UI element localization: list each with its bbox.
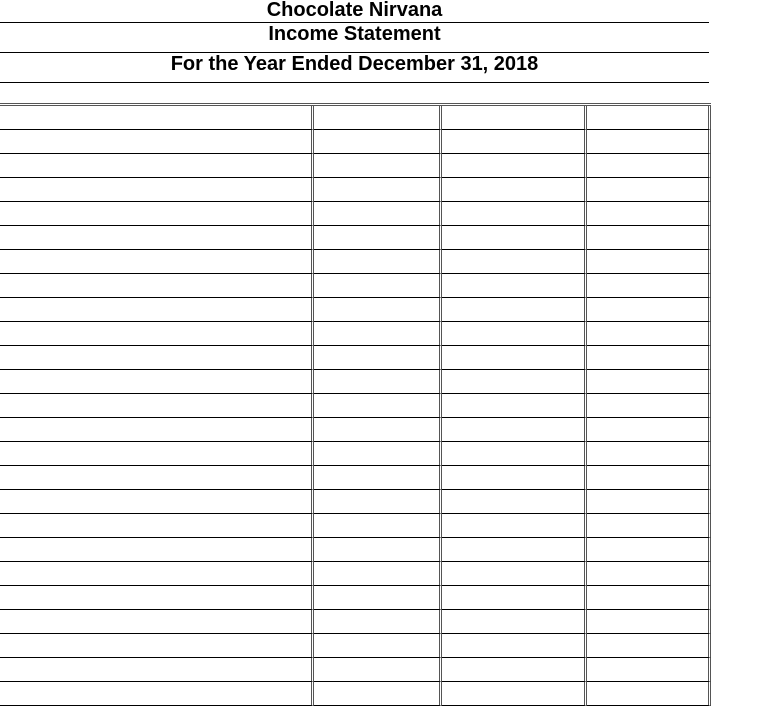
amount-cell[interactable] xyxy=(314,586,442,610)
subtotal-cell[interactable] xyxy=(442,562,587,586)
total-cell[interactable] xyxy=(587,106,711,130)
total-cell[interactable] xyxy=(587,202,711,226)
statement-header xyxy=(0,0,709,83)
subtotal-cell[interactable] xyxy=(442,226,587,250)
amount-cell[interactable] xyxy=(314,466,442,490)
table-row xyxy=(0,154,711,178)
amount-cell[interactable] xyxy=(314,658,442,682)
amount-cell[interactable] xyxy=(314,130,442,154)
description-cell[interactable] xyxy=(0,418,314,442)
total-cell[interactable] xyxy=(587,298,711,322)
amount-cell[interactable] xyxy=(314,154,442,178)
description-cell[interactable] xyxy=(0,394,314,418)
description-cell[interactable] xyxy=(0,346,314,370)
description-cell[interactable] xyxy=(0,466,314,490)
subtotal-cell[interactable] xyxy=(442,658,587,682)
amount-cell[interactable] xyxy=(314,610,442,634)
description-cell[interactable] xyxy=(0,298,314,322)
amount-cell[interactable] xyxy=(314,562,442,586)
description-cell[interactable] xyxy=(0,634,314,658)
table-row xyxy=(0,466,711,490)
amount-cell[interactable] xyxy=(314,322,442,346)
amount-cell[interactable] xyxy=(314,370,442,394)
amount-cell[interactable] xyxy=(314,298,442,322)
description-cell[interactable] xyxy=(0,226,314,250)
description-cell[interactable] xyxy=(0,202,314,226)
amount-cell[interactable] xyxy=(314,106,442,130)
description-cell[interactable] xyxy=(0,514,314,538)
amount-cell[interactable] xyxy=(314,442,442,466)
subtotal-cell[interactable] xyxy=(442,250,587,274)
subtotal-cell[interactable] xyxy=(442,418,587,442)
amount-cell[interactable] xyxy=(314,202,442,226)
table-row xyxy=(0,490,711,514)
total-cell[interactable] xyxy=(587,226,711,250)
amount-cell[interactable] xyxy=(314,274,442,298)
amount-cell[interactable] xyxy=(314,394,442,418)
total-cell[interactable] xyxy=(587,562,711,586)
amount-cell[interactable] xyxy=(314,226,442,250)
amount-cell[interactable] xyxy=(314,514,442,538)
total-cell[interactable] xyxy=(587,538,711,562)
description-cell[interactable] xyxy=(0,130,314,154)
description-cell[interactable] xyxy=(0,370,314,394)
table-row xyxy=(0,346,711,370)
description-cell[interactable] xyxy=(0,274,314,298)
total-cell[interactable] xyxy=(587,394,711,418)
total-cell[interactable] xyxy=(587,634,711,658)
amount-cell[interactable] xyxy=(314,418,442,442)
subtotal-cell[interactable] xyxy=(442,514,587,538)
table-row xyxy=(0,442,711,466)
statement-table xyxy=(0,103,711,706)
subtotal-cell[interactable] xyxy=(442,154,587,178)
subtotal-cell[interactable] xyxy=(442,538,587,562)
table-row xyxy=(0,514,711,538)
statement-table-body xyxy=(0,106,711,706)
subtotal-cell[interactable] xyxy=(442,634,587,658)
statement-title: Income Statement xyxy=(0,23,709,53)
subtotal-cell[interactable] xyxy=(442,106,587,130)
table-row xyxy=(0,322,711,346)
subtotal-cell[interactable] xyxy=(442,202,587,226)
total-cell[interactable] xyxy=(587,178,711,202)
total-cell[interactable] xyxy=(587,442,711,466)
subtotal-cell[interactable] xyxy=(442,346,587,370)
table-row xyxy=(0,658,711,682)
total-cell[interactable] xyxy=(587,490,711,514)
description-cell[interactable] xyxy=(0,538,314,562)
total-cell[interactable] xyxy=(587,514,711,538)
table-row xyxy=(0,274,711,298)
subtotal-cell[interactable] xyxy=(442,322,587,346)
subtotal-cell[interactable] xyxy=(442,682,587,706)
statement-grid xyxy=(0,103,711,714)
total-cell[interactable] xyxy=(587,322,711,346)
description-cell[interactable] xyxy=(0,106,314,130)
description-cell[interactable] xyxy=(0,658,314,682)
description-cell[interactable] xyxy=(0,178,314,202)
total-cell[interactable] xyxy=(587,250,711,274)
description-cell[interactable] xyxy=(0,682,314,706)
description-cell[interactable] xyxy=(0,586,314,610)
description-cell[interactable] xyxy=(0,322,314,346)
amount-cell[interactable] xyxy=(314,634,442,658)
table-row xyxy=(0,682,711,706)
amount-cell[interactable] xyxy=(314,682,442,706)
description-cell[interactable] xyxy=(0,562,314,586)
subtotal-cell[interactable] xyxy=(442,610,587,634)
amount-cell[interactable] xyxy=(314,178,442,202)
subtotal-cell[interactable] xyxy=(442,274,587,298)
subtotal-cell[interactable] xyxy=(442,394,587,418)
subtotal-cell[interactable] xyxy=(442,370,587,394)
description-cell[interactable] xyxy=(0,154,314,178)
table-row xyxy=(0,226,711,250)
statement-period: For the Year Ended December 31, 2018 xyxy=(0,53,709,83)
subtotal-cell[interactable] xyxy=(442,490,587,514)
total-cell[interactable] xyxy=(587,370,711,394)
total-cell[interactable] xyxy=(587,418,711,442)
total-cell[interactable] xyxy=(587,274,711,298)
description-cell[interactable] xyxy=(0,250,314,274)
total-cell[interactable] xyxy=(587,346,711,370)
subtotal-cell[interactable] xyxy=(442,130,587,154)
total-cell[interactable] xyxy=(587,586,711,610)
description-cell[interactable] xyxy=(0,490,314,514)
total-cell[interactable] xyxy=(587,610,711,634)
subtotal-cell[interactable] xyxy=(442,466,587,490)
amount-cell[interactable] xyxy=(314,346,442,370)
amount-cell[interactable] xyxy=(314,490,442,514)
table-row xyxy=(0,610,711,634)
table-row xyxy=(0,562,711,586)
amount-cell[interactable] xyxy=(314,538,442,562)
total-cell[interactable] xyxy=(587,130,711,154)
subtotal-cell[interactable] xyxy=(442,442,587,466)
subtotal-cell[interactable] xyxy=(442,586,587,610)
table-row xyxy=(0,106,711,130)
description-cell[interactable] xyxy=(0,610,314,634)
total-cell[interactable] xyxy=(587,466,711,490)
table-row xyxy=(0,130,711,154)
table-row xyxy=(0,298,711,322)
table-row xyxy=(0,202,711,226)
description-cell[interactable] xyxy=(0,442,314,466)
total-cell[interactable] xyxy=(587,658,711,682)
company-name: Chocolate Nirvana xyxy=(0,0,709,23)
table-row xyxy=(0,394,711,418)
total-cell[interactable] xyxy=(587,154,711,178)
table-row xyxy=(0,418,711,442)
table-row xyxy=(0,586,711,610)
table-row xyxy=(0,538,711,562)
total-cell[interactable] xyxy=(587,682,711,706)
table-row xyxy=(0,178,711,202)
table-row xyxy=(0,634,711,658)
subtotal-cell[interactable] xyxy=(442,178,587,202)
table-row xyxy=(0,250,711,274)
subtotal-cell[interactable] xyxy=(442,298,587,322)
table-row xyxy=(0,370,711,394)
amount-cell[interactable] xyxy=(314,250,442,274)
